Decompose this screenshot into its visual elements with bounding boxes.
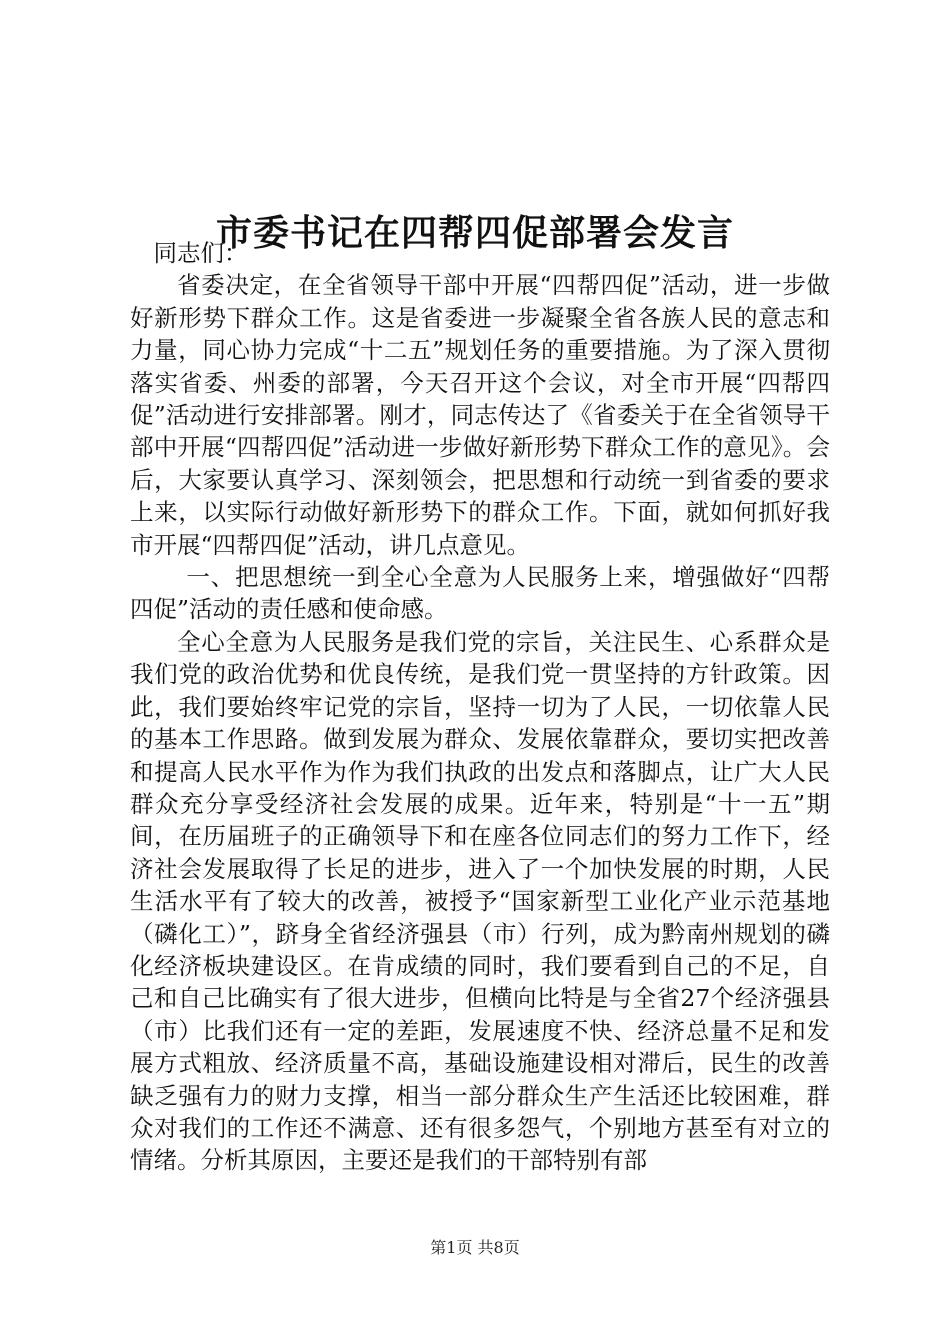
document-title: 市委书记在四帮四促部署会发言 <box>215 212 734 255</box>
section-heading-1: 一、把思想统一到全心全意为人民服务上来，增强做好“四帮四促”活动的责任感和使命感。 <box>130 563 830 624</box>
paragraph-intro: 省委决定，在全省领导干部中开展“四帮四促”活动，进一步做好新形势下群众工作。这是省委进一步凝聚全省各族人民的意志和力量，同心协力完成“十二五”规划任务的重要措施。为了深入贯彻落实省委、州委的部署，今天召开这个会议，对全市开展“四帮四促”活动进行安排部署。刚才，同志传达了《省委关于在全省领导干部中开展“四帮四促”活动进一步做好新形势下群众工作的意见》。会后，大家要认真学习、深刻领会，把思想和行动统一到省委的要求上来，以实际行动做好新形势下的群众工作。下面，就如何抓好我市开展“四帮四促”活动，讲几点意见。 <box>130 271 830 559</box>
document-body <box>130 237 830 1177</box>
greeting: 同志们： <box>153 239 248 267</box>
paragraph-section-1: 全心全意为人民服务是我们党的宗旨，关注民生、心系群众是我们党的政治优势和优良传统，是我们党一贯坚持的方针政策。因此，我们要始终牢记党的宗旨，坚持一切为了人民，一切依靠人民的基本工作思路。做到发展为群众、发展依靠群众，要切实把改善和提高人民水平作为作为我们执政的出发点和落脚点，让广大人民群众充分享受经济社会发展的成果。近年来，特别是“十一五”期间，在历届班子的正确领导下和在座各位同志们的努力工作下，经济社会发展取得了长足的进步，进入了一个加快发展的时期，人民生活水平有了较大的改善，被授予“国家新型工业化产业示范基地（磷化工）”，跻身全省经济强县（市）行列，成为黔南州规划的磷化经济板块建设区。在肯成绩的同时，我们要看到自己的不足，自己和自己比确实有了很大进步，但横向比特是与全省27个经济强县（市）比我们还有一定的差距，发展速度不快、经济总量不足和发展方式粗放、经济质量不高，基础设施建设相对滞后，民生的改善缺乏强有力的财力支撑，相当一部分群众生产生活还比较困难，群众对我们的工作还不满意、还有很多怨气，个别地方甚至有对立的情绪。分析其原因，主要还是我们的干部特别有部 <box>130 627 830 1175</box>
page-footer: 第1页 共8页 <box>430 1238 520 1257</box>
